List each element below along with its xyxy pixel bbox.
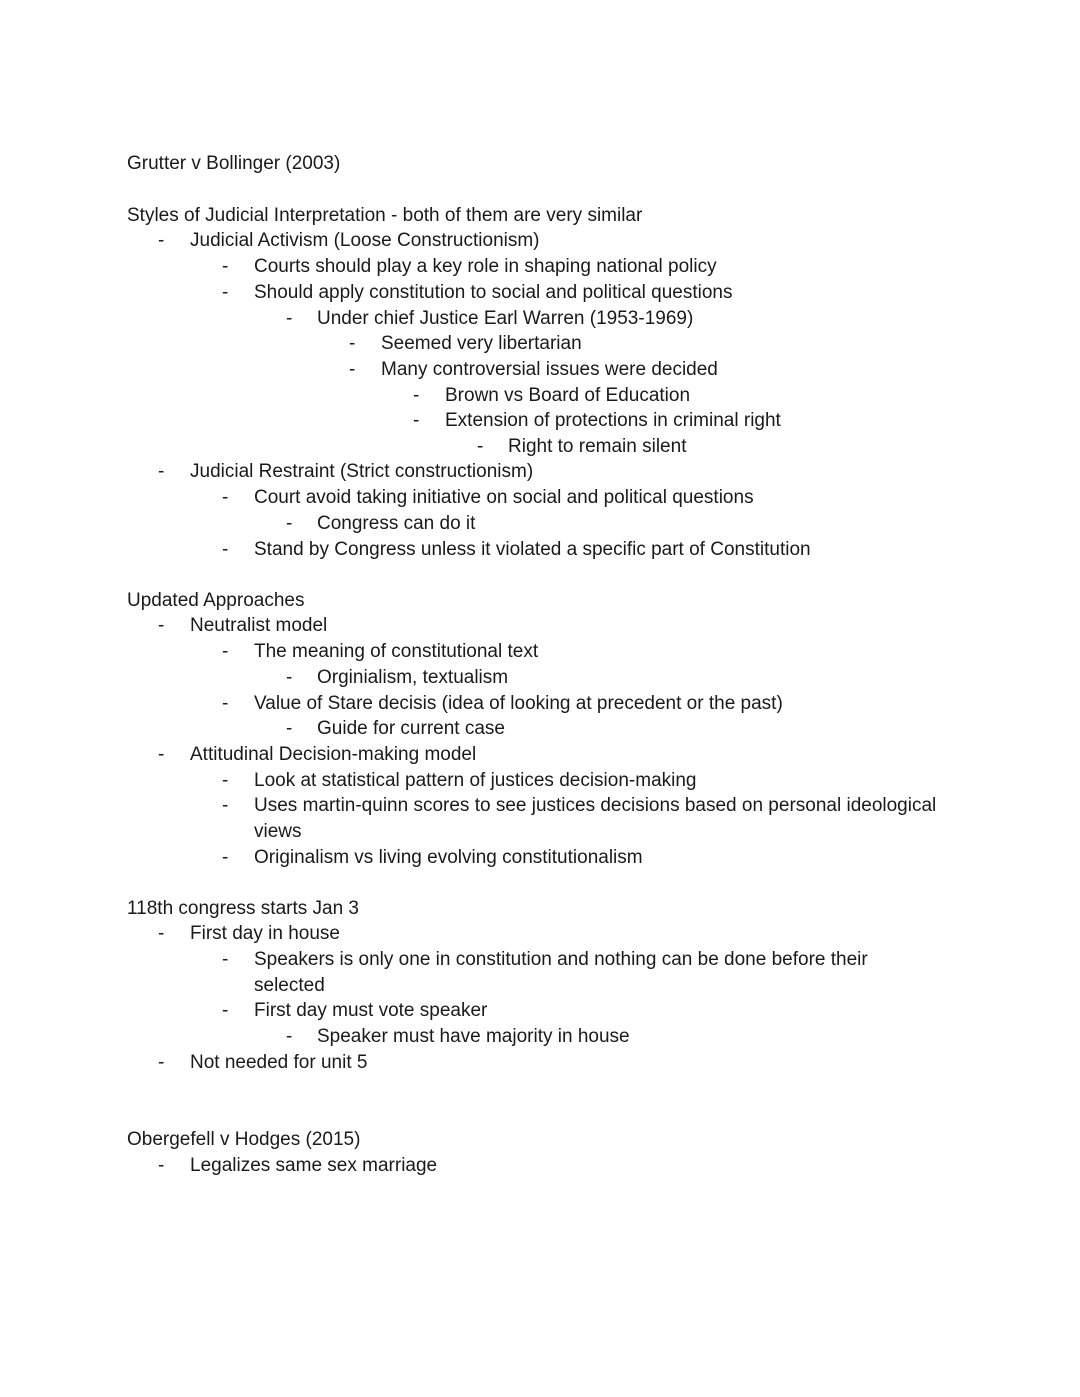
case-title-grutter: Grutter v Bollinger (2003)	[127, 153, 341, 174]
bullet-dash: -	[222, 256, 229, 277]
bullet-dash: -	[222, 770, 229, 791]
bullet-dash: -	[222, 795, 229, 816]
list-item: Should apply constitution to social and political questions	[254, 282, 733, 303]
list-item: Many controversial issues were decided	[381, 359, 718, 380]
list-item-continuation: selected	[254, 975, 325, 996]
list-item: Value of Stare decisis (idea of looking at precedent or the past)	[254, 693, 783, 714]
list-item: The meaning of constitutional text	[254, 641, 539, 662]
list-item-neutralist-model: Neutralist model	[190, 615, 328, 636]
bullet-dash: -	[413, 410, 420, 431]
bullet-dash: -	[286, 718, 293, 739]
bullet-dash: -	[477, 436, 484, 457]
list-item: Brown vs Board of Education	[445, 385, 691, 406]
list-item: Speakers is only one in constitution and nothing can be done before their	[254, 949, 868, 970]
list-item-judicial-activism: Judicial Activism (Loose Constructionism)	[190, 230, 540, 251]
bullet-dash: -	[286, 308, 293, 329]
bullet-dash: -	[349, 333, 356, 354]
list-item: First day must vote speaker	[254, 1000, 488, 1021]
list-item: Guide for current case	[317, 718, 505, 739]
list-item: Courts should play a key role in shaping national policy	[254, 256, 717, 277]
list-item: Under chief Justice Earl Warren (1953-1969)	[317, 308, 694, 329]
section-heading-118th-congress: 118th congress starts Jan 3	[127, 898, 359, 919]
bullet-dash: -	[349, 359, 356, 380]
list-item: Legalizes same sex marriage	[190, 1155, 438, 1176]
bullet-dash: -	[286, 667, 293, 688]
case-title-obergefell: Obergefell v Hodges (2015)	[127, 1129, 361, 1150]
bullet-dash: -	[222, 539, 229, 560]
bullet-dash: -	[158, 1155, 165, 1176]
bullet-dash: -	[222, 949, 229, 970]
list-item: Court avoid taking initiative on social and political questions	[254, 487, 754, 508]
list-item: Orginialism, textualism	[317, 667, 509, 688]
list-item: Uses martin-quinn scores to see justices decisions based on personal ideological	[254, 795, 937, 816]
list-item: Stand by Congress unless it violated a specific part of Constitution	[254, 539, 811, 560]
bullet-dash: -	[222, 282, 229, 303]
bullet-dash: -	[158, 923, 165, 944]
list-item-attitudinal-model: Attitudinal Decision-making model	[190, 744, 477, 765]
bullet-dash: -	[222, 693, 229, 714]
section-heading-styles: Styles of Judicial Interpretation - both of them are very similar	[127, 205, 643, 226]
list-item: Congress can do it	[317, 513, 476, 534]
list-item-continuation: views	[254, 821, 302, 842]
bullet-dash: -	[158, 615, 165, 636]
list-item: Look at statistical pattern of justices decision-making	[254, 770, 697, 791]
bullet-dash: -	[222, 641, 229, 662]
list-item: Seemed very libertarian	[381, 333, 582, 354]
list-item: Not needed for unit 5	[190, 1052, 368, 1073]
list-item: Right to remain silent	[508, 436, 687, 457]
bullet-dash: -	[158, 1052, 165, 1073]
list-item-judicial-restraint: Judicial Restraint (Strict constructionism)	[190, 461, 534, 482]
bullet-dash: -	[286, 1026, 293, 1047]
list-item: First day in house	[190, 923, 340, 944]
bullet-dash: -	[222, 1000, 229, 1021]
bullet-dash: -	[222, 847, 229, 868]
list-item: Speaker must have majority in house	[317, 1026, 630, 1047]
list-item: Extension of protections in criminal right	[445, 410, 781, 431]
bullet-dash: -	[158, 230, 165, 251]
section-heading-updated-approaches: Updated Approaches	[127, 590, 305, 611]
list-item: Originalism vs living evolving constitutionalism	[254, 847, 643, 868]
bullet-dash: -	[158, 461, 165, 482]
bullet-dash: -	[286, 513, 293, 534]
bullet-dash: -	[158, 744, 165, 765]
bullet-dash: -	[222, 487, 229, 508]
bullet-dash: -	[413, 385, 420, 406]
